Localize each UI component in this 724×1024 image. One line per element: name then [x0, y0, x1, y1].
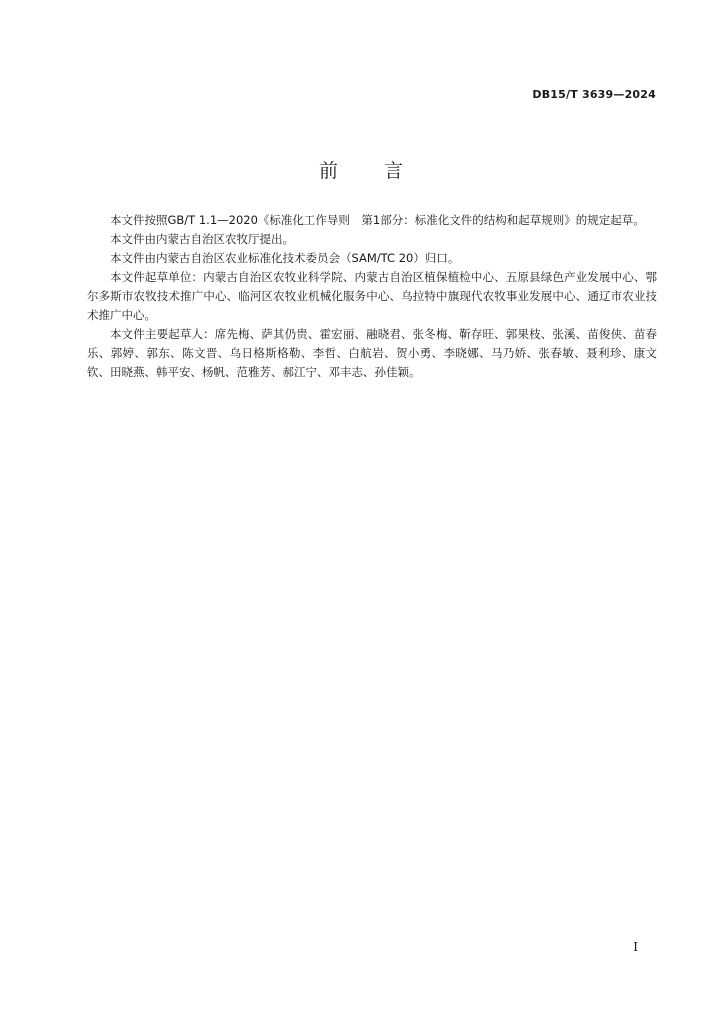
title-part-1: 前 [318, 160, 340, 182]
paragraph-administrator: 本文件由内蒙古自治区农业标准化技术委员会（SAM/TC 20）归口。 [110, 251, 460, 265]
paragraph-drafters: 本文件主要起草人：席先梅、萨其仍贵、霍宏丽、融晓君、张冬梅、靳存旺、郭果枝、张溪、苗俊侠、苗春乐、郭婷、郭东、陈文晋、乌日格斯格勒、李哲、白航岩、贺小勇、李晓娜、马乃娇、张春敏、聂利珍、康文钦、田晓燕、韩平安、杨帆、范雅芳、郝江宁、邓丰志、孙佳颖。 [87, 327, 657, 379]
paragraph-proposer: 本文件由内蒙古自治区农牧厅提出。 [110, 232, 294, 246]
paragraph-drafting-units: 本文件起草单位：内蒙古自治区农牧业科学院、内蒙古自治区植保植检中心、五原县绿色产业发展中心、鄂尔多斯市农牧技术推广中心、临河区农牧业机械化服务中心、乌拉特中旗现代农牧事业发展中心、通辽市农业技术推广中心。 [87, 270, 657, 322]
document-code: DB15/T 3639—2024 [532, 88, 656, 101]
foreword-body [87, 211, 657, 382]
page-title [0, 156, 724, 183]
title-part-2: 言 [384, 160, 406, 182]
paragraph-drafting-rules: 本文件按照GB/T 1.1—2020《标准化工作导则 第1部分：标准化文件的结构和起草规则》的规定起草。 [110, 213, 645, 227]
page-number: I [633, 940, 638, 954]
